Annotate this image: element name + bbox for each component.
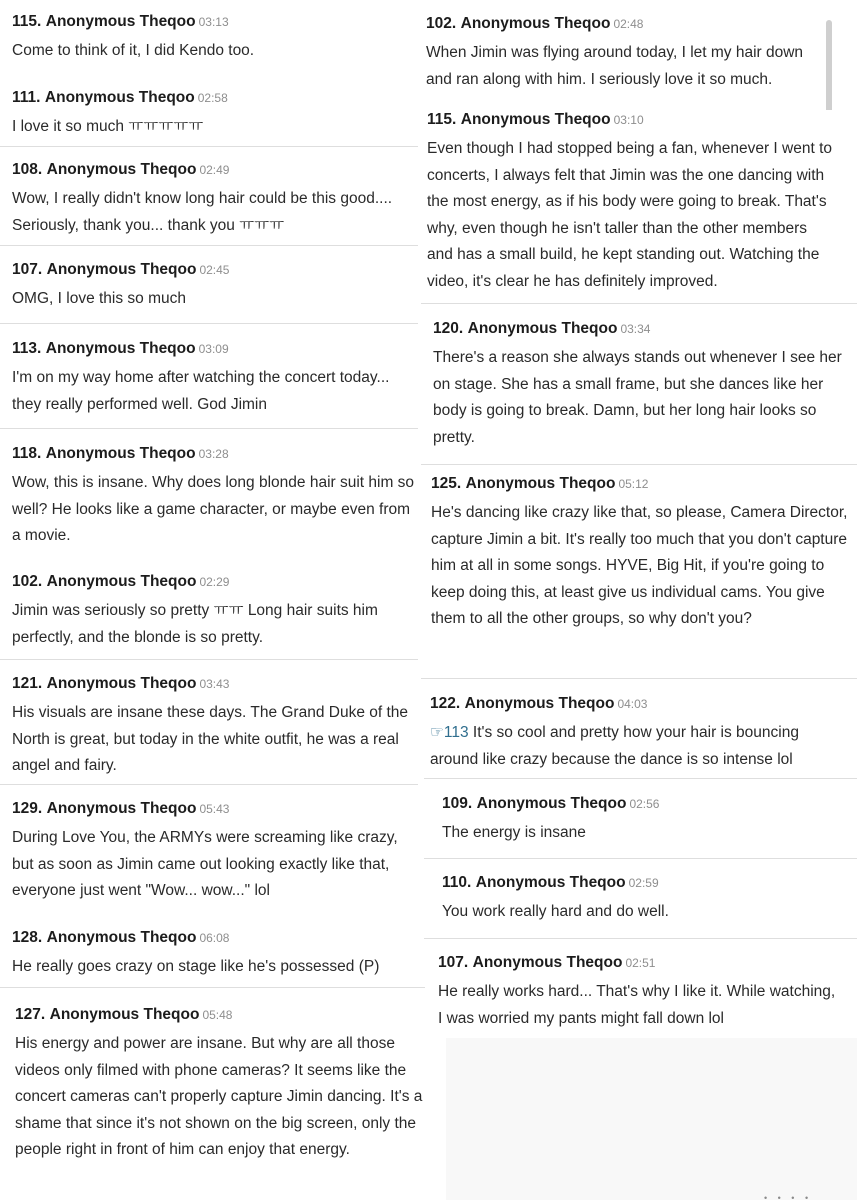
reply-reference-link[interactable]: ☞113 — [430, 724, 469, 741]
comment-time: 05:48 — [202, 1008, 233, 1022]
divider — [424, 938, 857, 939]
comment-text: The energy is insane — [442, 824, 586, 841]
comment-time: 03:13 — [198, 15, 229, 29]
divider — [424, 858, 857, 859]
comment-item — [12, 88, 417, 141]
comment-author[interactable]: Anonymous Theqoo — [475, 874, 626, 891]
comment-text: His energy and power are insane. But why are all those videos only filmed with phone cameras? It seems like the concert cameras can't properly capture Jimin dancing. It's a shame that since it's not shown on the big screen, only the people right in front of him can enjoy that energy. — [15, 1035, 423, 1159]
comment-time: 05:12 — [618, 477, 649, 491]
comment-author[interactable]: Anonymous Theqoo — [467, 320, 618, 337]
comment-number: 115. — [12, 13, 42, 30]
comment-item — [12, 260, 417, 313]
comment-author[interactable]: Anonymous Theqoo — [46, 573, 197, 590]
comment-author[interactable]: Anonymous Theqoo — [46, 929, 197, 946]
divider — [421, 678, 857, 679]
comment-author[interactable]: Anonymous Theqoo — [49, 1006, 200, 1023]
comment-item — [12, 444, 422, 550]
comment-time: 02:29 — [199, 575, 230, 589]
comment-item — [433, 319, 848, 451]
divider — [0, 146, 418, 147]
divider — [424, 778, 857, 779]
comment-number: 120. — [433, 320, 464, 337]
comment-author[interactable]: Anonymous Theqoo — [46, 800, 197, 817]
comment-number: 109. — [442, 795, 473, 812]
comment-time: 02:45 — [199, 263, 230, 277]
comment-number: 127. — [15, 1006, 46, 1023]
comment-time: 03:09 — [198, 342, 229, 356]
comment-item — [12, 339, 417, 418]
comment-author[interactable]: Anonymous Theqoo — [46, 261, 197, 278]
comment-text: He's dancing like crazy like that, so please, Camera Director, capture Jimin a bit. It's really too much that you don't capture him at all in some songs. HYVE, Big Hit, if you're going to keep doing this, at least give us individual cams. You give them to all the other groups, so why don't you? — [431, 504, 848, 628]
comment-item — [12, 12, 417, 65]
divider — [0, 323, 418, 324]
comment-item — [438, 953, 838, 1032]
comment-author[interactable]: Anonymous Theqoo — [45, 340, 196, 357]
comment-author[interactable]: Anonymous Theqoo — [476, 795, 627, 812]
comment-author[interactable]: Anonymous Theqoo — [46, 161, 197, 178]
comment-number: 129. — [12, 800, 43, 817]
comment-time: 03:43 — [199, 677, 230, 691]
comment-time: 02:58 — [197, 91, 228, 105]
divider — [421, 303, 857, 304]
comment-time: 03:10 — [613, 113, 644, 127]
comment-time: 02:56 — [629, 797, 660, 811]
comment-item — [427, 110, 832, 296]
comment-author[interactable]: Anonymous Theqoo — [460, 15, 611, 32]
more-dots[interactable]: • • • • — [764, 1193, 813, 1203]
comment-text: Wow, this is insane. Why does long blonde hair suit him so well? He looks like a game character, or maybe even from a movie. — [12, 474, 415, 545]
comment-author[interactable]: Anonymous Theqoo — [472, 954, 623, 971]
comment-text: Jimin was seriously so pretty ㅠㅠ Long hair suits him perfectly, and the blonde is so pretty. — [12, 602, 378, 646]
divider — [0, 659, 418, 660]
comment-text: When Jimin was flying around today, I let my hair down and ran along with him. I seriously love it so much. — [426, 44, 804, 88]
comment-item — [12, 799, 417, 905]
divider — [0, 987, 425, 988]
comment-item — [442, 794, 842, 847]
comment-number: 110. — [442, 874, 472, 891]
comment-time: 03:28 — [198, 447, 229, 461]
divider — [0, 784, 418, 785]
comment-number: 121. — [12, 675, 43, 692]
comment-item — [12, 674, 422, 780]
comment-item — [15, 1005, 437, 1164]
comment-number: 108. — [12, 161, 43, 178]
comment-time: 04:03 — [617, 697, 648, 711]
divider — [0, 428, 418, 429]
comment-time: 02:48 — [613, 17, 644, 31]
comment-author[interactable]: Anonymous Theqoo — [46, 675, 197, 692]
comment-text: He really works hard... That's why I like it. While watching, I was worried my pants might fall down lol — [438, 983, 836, 1027]
comment-text: I'm on my way home after watching the concert today... they really performed well. God Jimin — [12, 369, 390, 413]
comment-author[interactable]: Anonymous Theqoo — [464, 695, 615, 712]
comment-item — [12, 928, 417, 981]
comment-number: 111. — [12, 89, 41, 106]
comment-number: 122. — [430, 695, 461, 712]
comment-item — [430, 694, 845, 773]
comment-text: There's a reason she always stands out whenever I see her on stage. She has a small frame, but she dances like her body is going to break. Damn, but her long hair looks so pretty. — [433, 349, 842, 446]
divider — [0, 245, 418, 246]
comment-time: 06:08 — [199, 931, 230, 945]
divider — [421, 464, 857, 465]
comment-author[interactable]: Anonymous Theqoo — [44, 89, 195, 106]
comment-item — [431, 474, 855, 633]
comment-number: 102. — [12, 573, 43, 590]
comment-number: 107. — [12, 261, 43, 278]
comment-item — [12, 160, 417, 239]
reply-text: It's so cool and pretty how your hair is bouncing around like crazy because the dance is so intense lol — [430, 724, 799, 768]
comment-text: Come to think of it, I did Kendo too. — [12, 42, 255, 59]
comment-time: 02:49 — [199, 163, 230, 177]
comment-author[interactable]: Anonymous Theqoo — [45, 445, 196, 462]
comment-number: 113. — [12, 340, 42, 357]
comment-item — [12, 572, 417, 651]
comment-number: 128. — [12, 929, 43, 946]
comment-text: Wow, I really didn't know long hair could be this good.... Seriously, thank you... thank you ㅠㅠㅠ — [12, 190, 393, 234]
comment-item — [426, 14, 826, 93]
comment-text: His visuals are insane these days. The Grand Duke of the North is great, but today in the white outfit, he was a real angel and fairy. — [12, 704, 409, 775]
comment-number: 102. — [426, 15, 457, 32]
comment-text: You work really hard and do well. — [442, 903, 669, 920]
comment-number: 115. — [427, 111, 457, 128]
comment-text: During Love You, the ARMYs were screaming like crazy, but as soon as Jimin came out looking exactly like that, everyone just went "Wow... wow..." lol — [12, 829, 398, 900]
comment-author[interactable]: Anonymous Theqoo — [45, 13, 196, 30]
comment-author[interactable]: Anonymous Theqoo — [465, 475, 616, 492]
comment-number: 125. — [431, 475, 462, 492]
comment-item — [442, 873, 842, 926]
comment-time: 02:59 — [628, 876, 659, 890]
comment-text: He really goes crazy on stage like he's possessed (P) — [12, 958, 380, 975]
comment-text: Even though I had stopped being a fan, whenever I went to concerts, I always felt that Jimin was the one dancing with the most energy, as if his body were going to break. That's why, even though he isn't taller than the other members and has a small build, he kept standing out. Watching the video, it's clear he has definitely improved. — [427, 140, 833, 290]
scrollbar[interactable] — [826, 20, 832, 118]
comment-time: 03:34 — [620, 322, 651, 336]
comment-text: I love it so much ㅠㅠㅠㅠㅠ — [12, 118, 204, 135]
empty-panel — [446, 1038, 857, 1200]
comment-number: 107. — [438, 954, 469, 971]
comment-time: 02:51 — [625, 956, 656, 970]
comment-text: OMG, I love this so much — [12, 290, 186, 307]
comment-time: 05:43 — [199, 802, 230, 816]
comment-author[interactable]: Anonymous Theqoo — [460, 111, 611, 128]
comment-text — [430, 720, 845, 773]
comment-number: 118. — [12, 445, 42, 462]
